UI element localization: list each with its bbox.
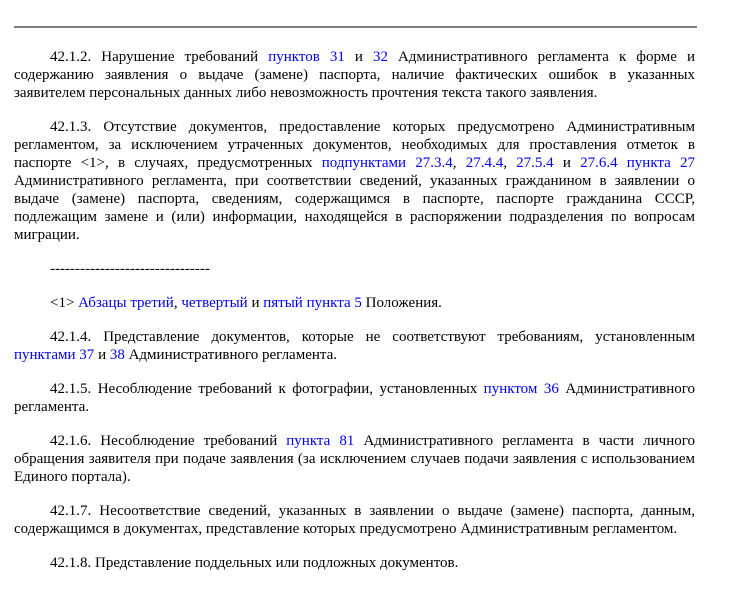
text-run: 42.1.8. Представление поддельных или подложных документов. bbox=[50, 555, 459, 571]
reference-link[interactable]: 27.5.4 bbox=[516, 155, 554, 171]
reference-link[interactable]: пунктов 31 bbox=[268, 49, 345, 65]
footnote-separator bbox=[14, 260, 695, 278]
text-run: и bbox=[247, 295, 264, 311]
paragraph-42-1-8 bbox=[14, 554, 695, 572]
text-run: и bbox=[344, 49, 373, 65]
reference-link[interactable]: 27.6.4 пункта 27 bbox=[580, 155, 696, 171]
top-rule bbox=[14, 26, 697, 28]
text-run: , bbox=[452, 155, 466, 171]
text-run: Административного регламента. bbox=[124, 347, 338, 363]
paragraph-42-1-2 bbox=[14, 48, 695, 102]
paragraph-42-1-5 bbox=[14, 380, 695, 416]
reference-link[interactable]: 32 bbox=[372, 49, 388, 65]
reference-link[interactable]: пятый пункта 5 bbox=[263, 295, 362, 311]
text-run: 42.1.5. Несоблюдение требований к фотографии, установленных bbox=[50, 381, 484, 397]
text-run: <1> bbox=[50, 295, 79, 311]
text-run: 42.1.2. Нарушение требований bbox=[50, 49, 269, 65]
paragraph-42-1-4 bbox=[14, 328, 695, 364]
text-run: -------------------------------- bbox=[50, 261, 210, 277]
text-run: Административного регламента. bbox=[14, 381, 696, 415]
text-run: , bbox=[173, 295, 182, 311]
text-run: Административного регламента в части личного обращения заявителя при подаче заявления (за исключением случаев подачи заявления с использованием Единого портала). bbox=[14, 433, 695, 485]
reference-link[interactable]: 38 bbox=[109, 347, 125, 363]
text-run: Административного регламента, при соответствии сведений, указанных гражданином в заявлении о выдаче (замене) паспорта, сведениям, содержащимся в паспорте, паспорте гражданина СССР, подлежащим замене и (или) информации, находящейся в распоряжении подразделения по вопросам миграции. bbox=[14, 173, 695, 243]
reference-link[interactable]: пунктами 37 bbox=[14, 347, 95, 363]
text-run: и bbox=[553, 155, 581, 171]
text-run: Административного регламента к форме и содержанию заявления о выдаче (замене) паспорта, наличие фактических ошибок в указанных заявителем персональных данных либо невозможность прочтения текста такого заявления. bbox=[14, 49, 695, 101]
paragraph-42-1-7 bbox=[14, 502, 695, 538]
text-run: 42.1.6. Несоблюдение требований bbox=[50, 433, 287, 449]
reference-link[interactable]: 27.4.4 bbox=[465, 155, 504, 171]
document-body bbox=[14, 48, 695, 572]
reference-link[interactable]: подпунктами 27.3.4 bbox=[321, 155, 453, 171]
paragraph-42-1-3 bbox=[14, 118, 695, 244]
text-run: 42.1.3. Отсутствие документов, предоставление которых предусмотрено Административным регламентом, за исключением утраченных документов, необходимых для проставления отметок в паспорте <1>, в случаях, предусмотренных bbox=[14, 119, 695, 171]
reference-link[interactable]: пункта 81 bbox=[286, 433, 355, 449]
text-run: 42.1.4. Представление документов, которые не соответствуют требованиям, установленным bbox=[50, 329, 695, 345]
text-run: 42.1.7. Несоответствие сведений, указанных в заявлении о выдаче (замене) паспорта, данным, содержащимся в документах, представление которых предусмотрено Административным регламентом. bbox=[14, 503, 695, 537]
text-run: , bbox=[503, 155, 517, 171]
reference-link[interactable]: Абзацы третий bbox=[78, 295, 174, 311]
text-run: Положения. bbox=[361, 295, 442, 311]
footnote bbox=[14, 294, 695, 312]
reference-link[interactable]: четвертый bbox=[181, 295, 248, 311]
paragraph-42-1-6 bbox=[14, 432, 695, 486]
text-run: и bbox=[94, 347, 110, 363]
reference-link[interactable]: пунктом 36 bbox=[483, 381, 559, 397]
